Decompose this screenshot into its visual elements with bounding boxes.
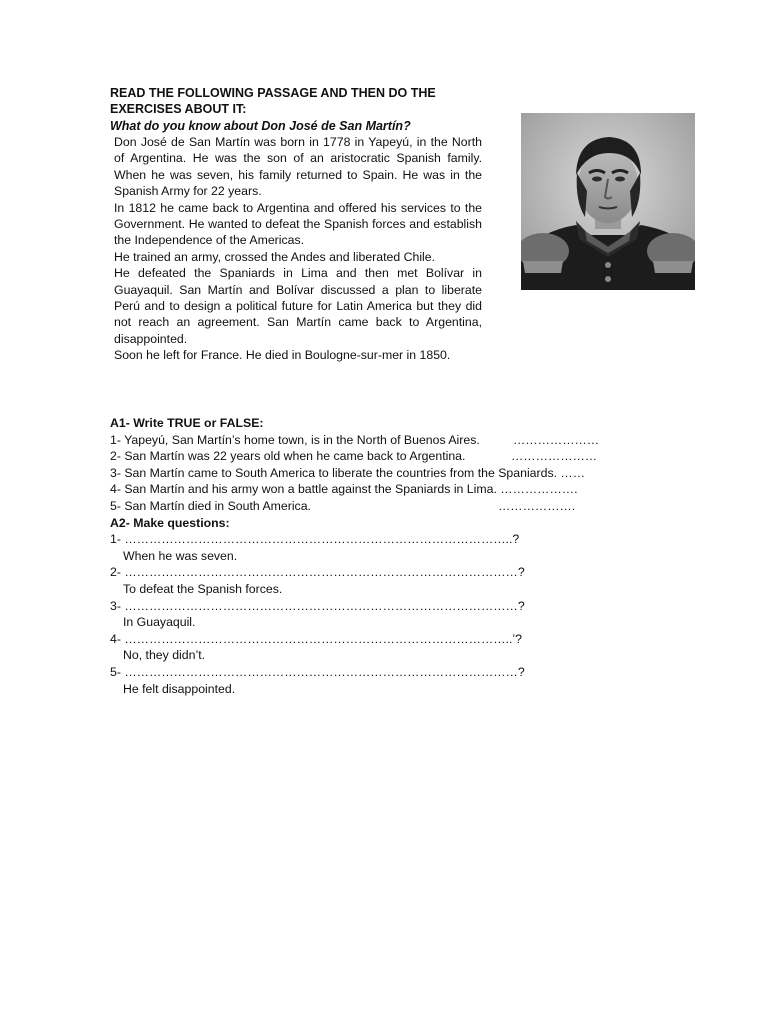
true-false-statement: 2- San Martín was 22 years old when he came back to Argentina. [110, 449, 466, 464]
given-answer: No, they didn’t. [123, 648, 206, 663]
question-blank[interactable]: 5- ……………………………………………………………………………………? [110, 664, 525, 679]
passage-paragraph-1: Don José de San Martín was born in 1778 in Yapeyú, in the North of Argentina. He was the son of an aristocratic Spanish family. When he was seven, his family returned to Spain. He was in the Spanish Army for 22 years. [114, 135, 482, 199]
given-answer: In Guayaquil. [123, 615, 196, 630]
passage-paragraph-5: Soon he left for France. He died in Boulogne-sur-mer in 1850. [114, 348, 451, 363]
san-martin-portrait [521, 113, 695, 290]
true-false-statement: 3- San Martín came to South America to liberate the countries from the Spaniards. …… [110, 465, 586, 480]
passage-paragraph-3: He trained an army, crossed the Andes and liberated Chile. [114, 249, 436, 264]
true-false-item [110, 465, 670, 482]
passage-subtitle: What do you know about Don José de San Martín? [110, 119, 411, 133]
given-answer: He felt disappointed. [123, 681, 236, 696]
given-answer: To defeat the Spanish forces. [123, 581, 283, 596]
true-false-item [110, 448, 670, 465]
answer-blank[interactable]: ………………. [498, 498, 576, 513]
question-blank[interactable]: 2- ……………………………………………………………………………………? [110, 565, 525, 580]
question-blank[interactable]: 1- …………………………………………………………………………………..? [110, 532, 520, 547]
answer-blank[interactable]: ………………… [513, 432, 600, 447]
given-answer: When he was seven. [123, 548, 238, 563]
true-false-item [110, 432, 670, 449]
question-blank[interactable]: 3- ……………………………………………………………………………………? [110, 598, 525, 613]
exercises-section [110, 415, 670, 697]
true-false-statement: 5- San Martín died in South America. [110, 498, 311, 513]
reading-passage [114, 134, 482, 364]
exercise-a2-title: A2- Make questions: [110, 515, 230, 530]
true-false-statement: 1- Yapeyú, San Martín’s home town, is in the North of Buenos Aires. [110, 432, 480, 447]
exercise-a1-title: A1- Write TRUE or FALSE: [110, 416, 264, 430]
passage-paragraph-2: In 1812 he came back to Argentina and offered his services to the Government. He wanted to defeat the Spanish forces and establish the Independence of the Americas. [114, 200, 482, 248]
answer-blank[interactable]: ………………… [511, 449, 598, 464]
worksheet-heading: READ THE FOLLOWING PASSAGE AND THEN DO THE EXERCISES ABOUT IT: [110, 86, 436, 116]
true-false-item [110, 498, 670, 515]
passage-paragraph-4: He defeated the Spaniards in Lima and then met Bolívar in Guayaquil. San Martín and Bolívar discussed a plan to liberate Perú and to design a political future for Latin America but they did not reach an agreement. San Martín came back to Argentina, disappointed. [114, 266, 482, 346]
true-false-statement: 4- San Martín and his army won a battle against the Spaniards in Lima. ………………. [110, 482, 578, 497]
question-blank[interactable]: 4- …………………………………………………………………………………..’? [110, 631, 522, 646]
true-false-item [110, 481, 670, 498]
